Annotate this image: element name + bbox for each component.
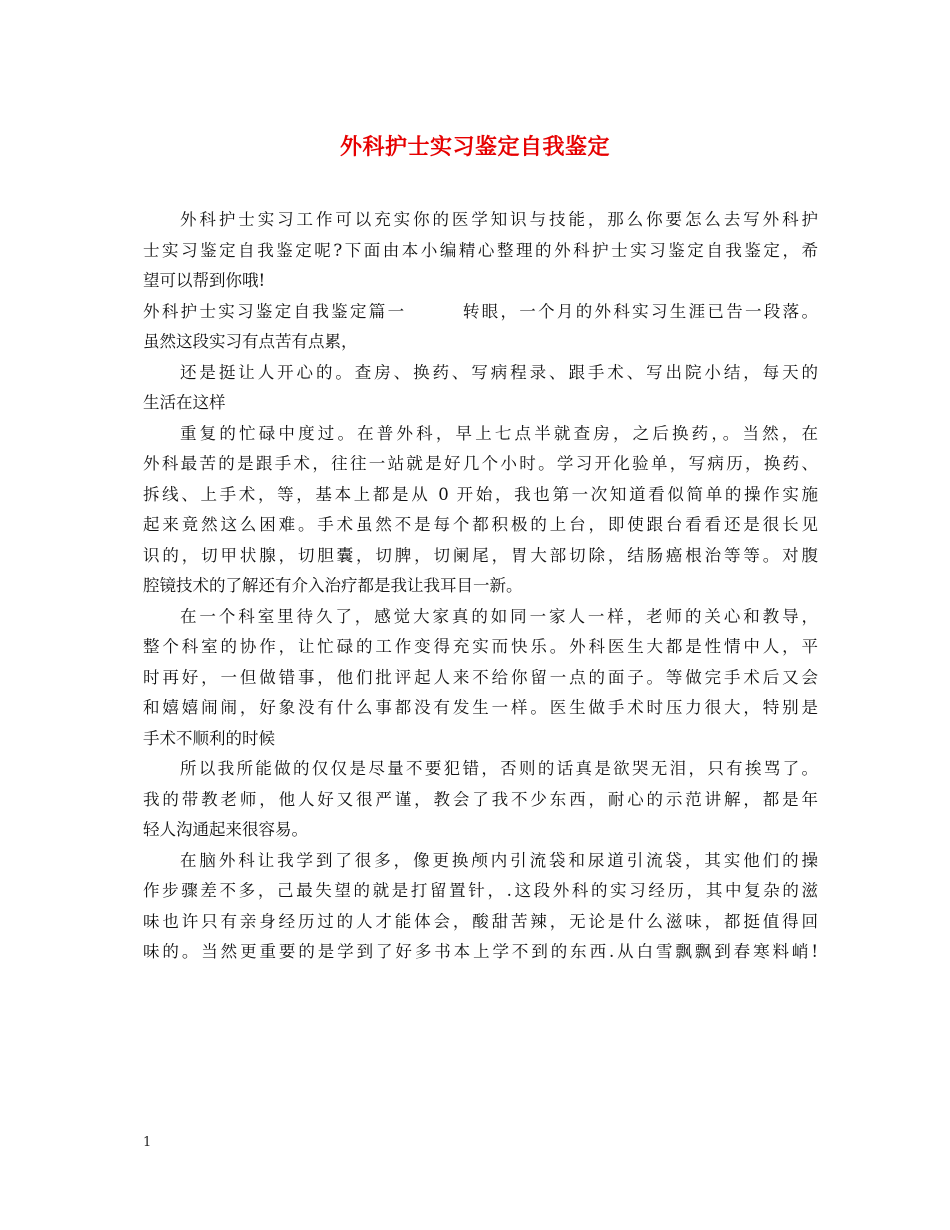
body-text-line: 整个科室的协作，让忙碌的工作变得充实而快乐。外科医生大都是性情中人，平 [143,637,818,656]
body-text-line: 起来竟然这么困难。手术虽然不是每个都积极的上台，即使跟台看看还是很长见 [143,515,818,534]
body-text-line: 味也许只有亲身经历过的人才能体会，酸甜苦辣，无论是什么滋味，都挺值得回 [143,911,818,931]
body-text-line: 外科最苦的是跟手术，往往一站就是好几个小时。学习开化验单，写病历，换药、 [143,454,818,473]
document-title: 外科护士实习鉴定自我鉴定 [339,134,610,160]
body-text-line: 味的。当然更重要的是学到了好多书本上学不到的东西.从白雪飘飘到春寒料峭! [143,942,818,961]
body-text-line: 所以我所能做的仅仅是尽量不要犯错，否则的话真是欲哭无泪，只有挨骂了。 [180,759,818,778]
document-body [143,205,818,968]
body-text-line: 虽然这段实习有点苦有点累， [143,332,358,351]
body-text-line: 望可以帮到你哦! [143,271,266,290]
body-text-line: 还是挺让人开心的。查房、换药、写病程录、跟手术、写出院小结，每天的 [180,362,818,382]
body-text-line: 手术不顺利的时候 [143,728,275,748]
body-text-line: 腔镜技术的了解还有介入治疗都是我让我耳目一新。 [143,576,523,595]
body-text-line: 在脑外科让我学到了很多，像更换颅内引流袋和尿道引流袋，其实他们的操 [180,850,818,870]
body-text-line: 外科护士实习鉴定自我鉴定篇一 转眼，一个月的外科实习生涯已告一段落。 [143,301,818,321]
body-text-line: 时再好，一但做错事，他们批评起人来不给你留一点的面子。等做完手术后又会 [143,667,818,687]
body-text-line: 识的，切甲状腺，切胆囊，切脾，切阑尾，胃大部切除，结肠癌根治等等。对腹 [143,545,818,565]
body-text-line: 在一个科室里待久了，感觉大家真的如同一家人一样，老师的关心和教导， [180,606,818,626]
page-number: 1 [143,1135,152,1150]
body-text-line: 我的带教老师，他人好又很严谨，教会了我不少东西，耐心的示范讲解，都是年 [143,789,818,809]
body-text-line: 重复的忙碌中度过。在普外科，早上七点半就查房，之后换药，。当然，在 [180,423,818,443]
body-text-line: 士实习鉴定自我鉴定呢?下面由本小编精心整理的外科护士实习鉴定自我鉴定，希 [143,240,818,260]
body-text-line: 生活在这样 [143,393,226,412]
body-text-line: 作步骤差不多，己最失望的就是打留置针，.这段外科的实习经历，其中复杂的滋 [143,881,818,900]
body-text-line: 拆线、上手术，等，基本上都是从 0 开始，我也第一次知道看似简单的操作实施 [143,484,818,504]
body-text-line: 外科护士实习工作可以充实你的医学知识与技能，那么你要怎么去写外科护 [180,210,818,229]
body-text-line: 轻人沟通起来很容易。 [143,820,308,839]
body-text-line: 和嬉嬉闹闹，好象没有什么事都没有发生一样。医生做手术时压力很大，特别是 [143,698,818,717]
